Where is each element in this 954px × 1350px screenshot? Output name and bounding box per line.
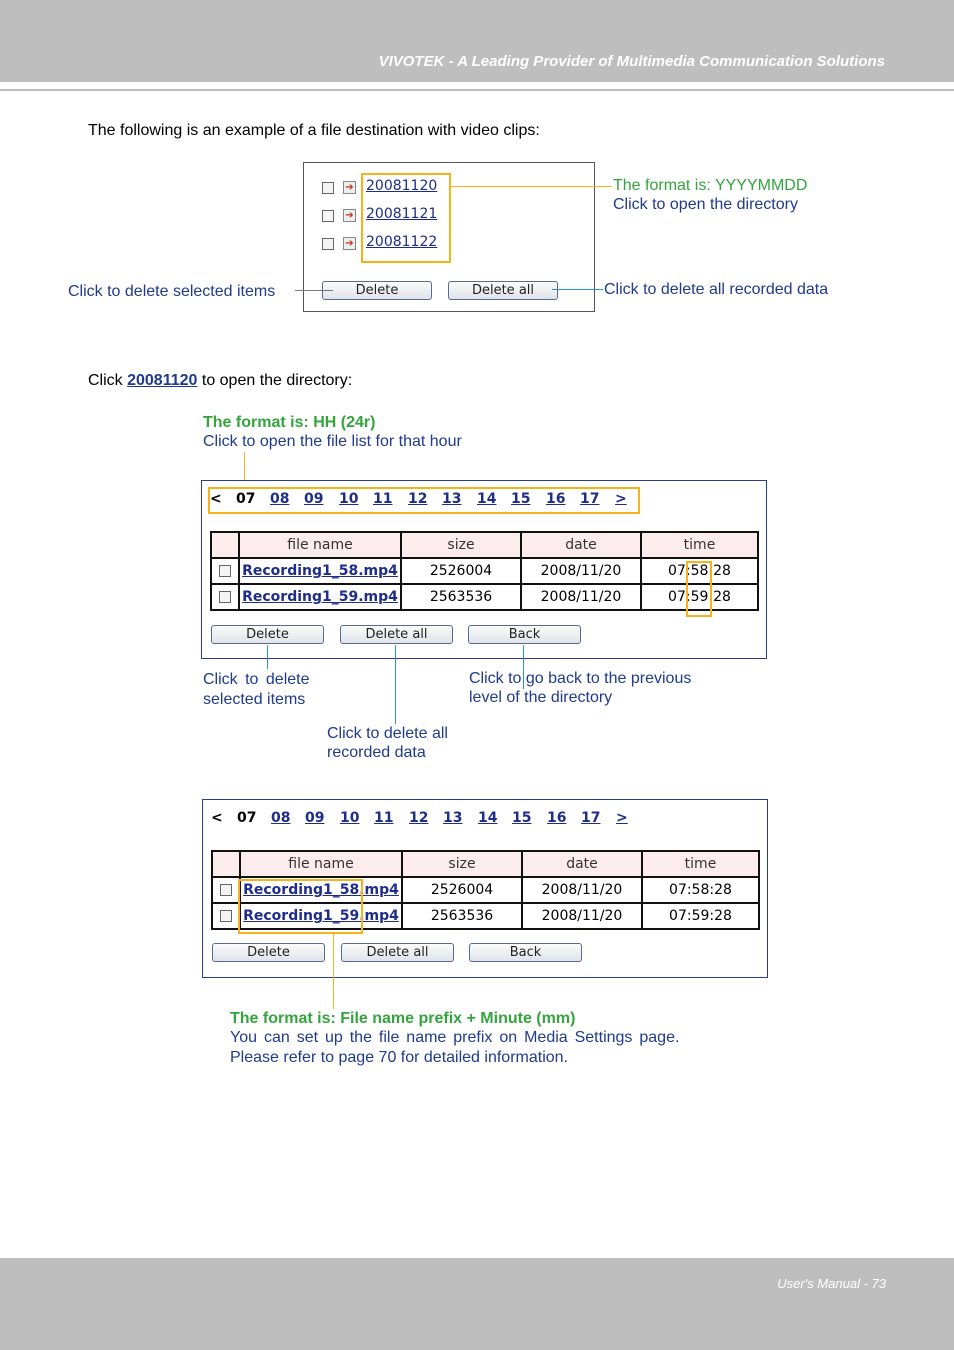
back-button[interactable]: Back — [469, 943, 582, 962]
date-cell: 2008/11/20 — [522, 903, 642, 929]
row-checkbox[interactable] — [219, 591, 231, 603]
delete-all-button[interactable]: Delete all — [448, 281, 558, 300]
header-rule — [0, 89, 954, 91]
back-note: Click to go back to the previous — [469, 670, 692, 687]
dir-checkbox[interactable] — [322, 210, 334, 222]
date-cell: 2008/11/20 — [521, 584, 641, 610]
hour-link-13[interactable]: 13 — [443, 810, 463, 826]
hour-link-09[interactable]: 09 — [304, 491, 324, 507]
select-header — [212, 851, 240, 877]
table-row — [211, 584, 758, 610]
recording-link[interactable]: Recording1_58.mp4 — [239, 558, 401, 584]
time-cell: 07:59:28 — [642, 903, 759, 929]
recording-link[interactable]: Recording1_59.mp4 — [239, 584, 401, 610]
callout-line — [267, 645, 268, 669]
delete-all-button[interactable]: Delete all — [340, 625, 453, 644]
hour-link-16[interactable]: 16 — [547, 810, 567, 826]
size-cell: 2563536 — [402, 903, 522, 929]
hour-link-13[interactable]: 13 — [442, 491, 462, 507]
back-button[interactable]: Back — [468, 625, 581, 644]
folder-arrow-icon: ➔ — [343, 237, 356, 250]
table-row — [211, 558, 758, 584]
filename-prefix-note: You can set up the file name prefix on Media Settings page. — [230, 1029, 680, 1046]
folder-arrow-icon: ➔ — [343, 209, 356, 222]
current-hour: 07 — [237, 810, 257, 826]
time-cell: 07:58:28 — [642, 877, 759, 903]
delete-button[interactable]: Delete — [322, 281, 432, 300]
hour-link-11[interactable]: 11 — [374, 810, 394, 826]
col-header-file-name: file name — [240, 851, 402, 877]
back-note-2: level of the directory — [469, 689, 613, 706]
hour-link-14[interactable]: 14 — [478, 810, 498, 826]
hour-link-12[interactable]: 12 — [409, 810, 429, 826]
size-cell: 2526004 — [401, 558, 521, 584]
delete-selected-note-2: selected items — [203, 691, 306, 708]
col-header-size: size — [402, 851, 522, 877]
footer-page-number: User's Manual - 73 — [777, 1276, 886, 1291]
hour-open-note: Click to open the file list for that hour — [203, 433, 462, 450]
hour-link-10[interactable]: 10 — [340, 810, 360, 826]
date-cell: 2008/11/20 — [521, 558, 641, 584]
col-header-size: size — [401, 532, 521, 558]
header-title: VIVOTEK - A Leading Provider of Multimedia Communication Solutions — [378, 53, 885, 70]
hour-link-09[interactable]: 09 — [305, 810, 325, 826]
time-cell: 07:58:28 — [641, 558, 758, 584]
date-cell: 2008/11/20 — [522, 877, 642, 903]
filename-format-note: The format is: File name prefix + Minute (mm) — [230, 1010, 576, 1027]
hour-link-15[interactable]: 15 — [511, 491, 531, 507]
callout-line — [395, 645, 396, 724]
time-cell: 07:59:28 — [641, 584, 758, 610]
page-footer — [0, 1258, 954, 1350]
intro-text: The following is an example of a file destination with video clips: — [88, 122, 540, 139]
hour-link-08[interactable]: 08 — [270, 491, 290, 507]
dir-link[interactable]: 20081121 — [366, 206, 438, 222]
dir-format-note: The format is: YYYYMMDD — [613, 177, 808, 194]
hour-link-17[interactable]: 17 — [581, 810, 601, 826]
hour-link-10[interactable]: 10 — [339, 491, 359, 507]
callout-line — [295, 290, 333, 291]
hour-nav-2 — [211, 810, 641, 828]
hour-format-highlight — [208, 487, 640, 514]
dir-checkbox[interactable] — [322, 182, 334, 194]
col-header-date: date — [522, 851, 642, 877]
dir-link[interactable]: 20081120 — [366, 178, 438, 194]
hour-format-note: The format is: HH (24r) — [203, 414, 376, 431]
delete-button[interactable]: Delete — [212, 943, 325, 962]
col-header-time: time — [642, 851, 759, 877]
current-hour: 07 — [236, 491, 256, 507]
callout-line — [552, 289, 603, 290]
delete-button[interactable]: Delete — [211, 625, 324, 644]
hour-link-15[interactable]: 15 — [512, 810, 532, 826]
size-cell: 2563536 — [401, 584, 521, 610]
delete-all-note-2: recorded data — [327, 744, 426, 761]
refer-page-note: Please refer to page 70 for detailed information. — [230, 1049, 568, 1066]
row-checkbox[interactable] — [219, 565, 231, 577]
col-header-date: date — [521, 532, 641, 558]
hour-link-08[interactable]: 08 — [271, 810, 291, 826]
hour-link-12[interactable]: 12 — [408, 491, 428, 507]
delete-all-button[interactable]: Delete all — [341, 943, 454, 962]
hour-link-17[interactable]: 17 — [580, 491, 600, 507]
size-cell: 2526004 — [402, 877, 522, 903]
folder-arrow-icon: ➔ — [343, 181, 356, 194]
col-header-file-name: file name — [239, 532, 401, 558]
hour-link-14[interactable]: 14 — [477, 491, 497, 507]
delete-selected-note: Click to delete — [203, 671, 310, 688]
col-header-time: time — [641, 532, 758, 558]
recording-link[interactable]: Recording1_59.mp4 — [240, 903, 402, 929]
dir-open-note: Click to open the directory — [613, 196, 798, 213]
callout-line — [451, 186, 612, 187]
next-hours-button[interactable]: > — [616, 810, 628, 826]
prev-hours-button[interactable]: < — [211, 810, 223, 826]
filename-format-highlight — [238, 879, 363, 934]
delete-all-note: Click to delete all — [327, 725, 448, 742]
minute-highlight — [686, 561, 712, 617]
recording-link[interactable]: Recording1_58.mp4 — [240, 877, 402, 903]
hour-link-11[interactable]: 11 — [373, 491, 393, 507]
delete-selected-note: Click to delete selected items — [68, 283, 276, 300]
dir-link[interactable]: 20081122 — [366, 234, 438, 250]
dir-link-inline[interactable]: 20081120 — [127, 372, 198, 389]
dir-checkbox[interactable] — [322, 238, 334, 250]
dir-format-highlight — [361, 173, 451, 263]
row-checkbox[interactable] — [220, 910, 232, 922]
hour-link-16[interactable]: 16 — [546, 491, 566, 507]
file-table — [210, 531, 759, 611]
row-checkbox[interactable] — [220, 884, 232, 896]
click-instruction: Click 20081120 to open the directory: — [88, 372, 353, 389]
select-header — [211, 532, 239, 558]
delete-all-note: Click to delete all recorded data — [604, 281, 829, 298]
prev-hours-button[interactable]: < — [210, 491, 222, 507]
next-hours-button[interactable]: > — [615, 491, 627, 507]
callout-line — [333, 934, 334, 1009]
